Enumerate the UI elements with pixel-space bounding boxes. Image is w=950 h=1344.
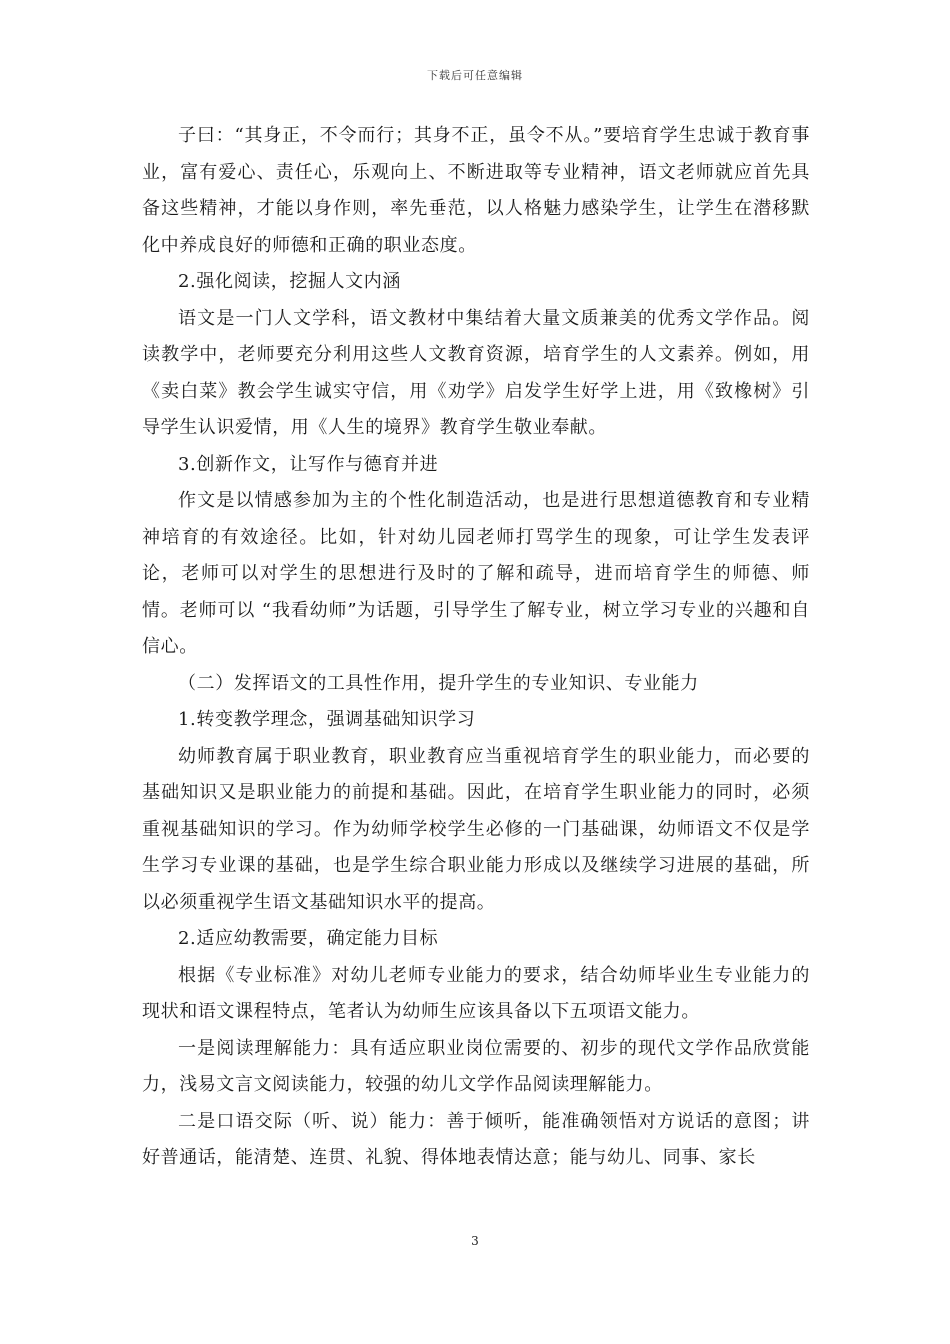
paragraph-6: 一是阅读理解能力：具有适应职业岗位需要的、初步的现代文学作品欣赏能力，浅易文言文阅读能力，较强的幼儿文学作品阅读理解能力。 xyxy=(142,1037,810,1095)
paragraph-2: 语文是一门人文学科，语文教材中集结着大量文质兼美的优秀文学作品。阅读教学中，老师要充分利用这些人文教育资源，培育学生的人文素养。例如，用《卖白菜》教会学生诚实守信，用《劝学》启发学生好学上进，用《致橡树》引导学生认识爱情，用《人生的境界》教育学生敬业奉献。 xyxy=(142,307,810,438)
paragraph-4: 幼师教育属于职业教育，职业教育应当重视培育学生的职业能力，而必要的基础知识又是职业能力的前提和基础。因此，在培育学生职业能力的同时，必须重视基础知识的学习。作为幼师学校学生必修的一门基础课，幼师语文不仅是学生学习专业课的基础，也是学生综合职业能力形成以及继续学习进展的基础，所以必须重视学生语文基础知识水平的提高。 xyxy=(142,745,810,913)
heading-2-reading: 2.强化阅读，挖掘人文内涵 xyxy=(178,271,401,292)
paragraph-7: 二是口语交际（听、说）能力：善于倾听，能准确领悟对方说话的意图；讲好普通话，能清楚、连贯、礼貌、得体地表情达意；能与幼儿、同事、家长 xyxy=(142,1110,810,1168)
section-heading-2: （二）发挥语文的工具性作用，提升学生的专业知识、专业能力 xyxy=(178,672,699,694)
page-header: 下载后可任意编辑 xyxy=(427,69,523,82)
document-body xyxy=(142,118,810,1177)
heading-2-ability: 2.适应幼教需要，确定能力目标 xyxy=(178,928,439,949)
heading-1-concept: 1.转变教学理念，强调基础知识学习 xyxy=(178,709,476,730)
page-number: 3 xyxy=(471,1234,479,1248)
heading-3-writing: 3.创新作文，让写作与德育并进 xyxy=(178,453,439,475)
paragraph-3: 作文是以情感参加为主的个性化制造活动，也是进行思想道德教育和专业精神培育的有效途径。比如，针对幼儿园老师打骂学生的现象，可让学生发表评论，老师可以对学生的思想进行及时的了解和疏导，进而培育学生的师德、师情。老师可以 “我看幼师”为话题，引导学生了解专业，树立学习专业的兴趣和自信心。 xyxy=(142,490,810,657)
paragraph-5: 根据《专业标准》对幼儿老师专业能力的要求，结合幼师毕业生专业能力的现状和语文课程特点，笔者认为幼师生应该具备以下五项语文能力。 xyxy=(142,964,810,1022)
paragraph-1: 子曰：“其身正，不令而行；其身不正，虽令不从。”要培育学生忠诚于教育事业，富有爱心、责任心，乐观向上、不断进取等专业精神，语文老师就应首先具备这些精神，才能以身作则，率先垂范，以人格魅力感染学生，让学生在潜移默化中养成良好的师德和正确的职业态度。 xyxy=(142,125,810,256)
